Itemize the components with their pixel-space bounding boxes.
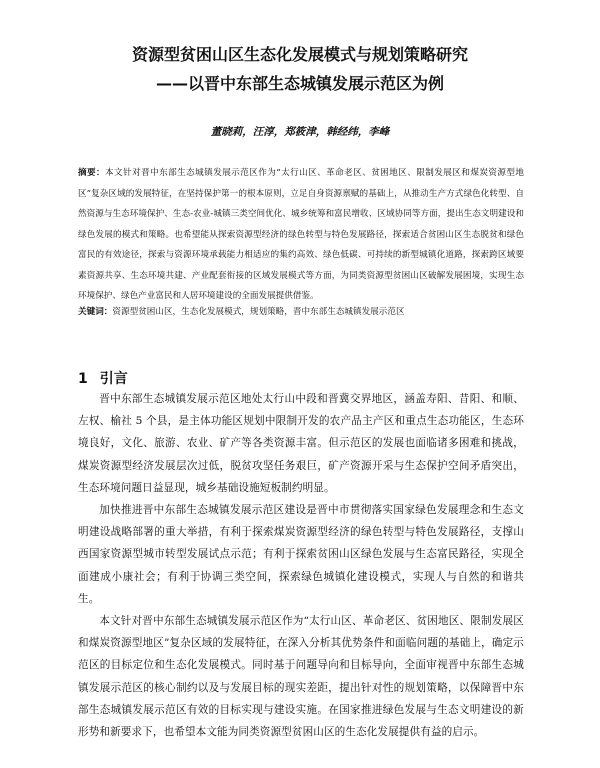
keywords-label: 关键词： — [78, 307, 113, 317]
author-list: 董晓莉，汪淳，郑筱津，韩经纬，李峰 — [210, 126, 390, 138]
body-paragraph: 加快推进晋中东部生态城镇发展示范区建设是晋中市贯彻落实国家绿色发展理念和生态文明建设战略部署的重大举措，有利于探索煤炭资源型经济的绿色转型与特色发展路径，支撑山西国家资源型城市转型发展试点示范；有利于探索贫困山区绿色发展与生态富民路径，实现全面建成小康社会；有利于协调三类空间，探索绿色城镇化建设模式，实现人与自然的和谐共生。 — [78, 504, 524, 605]
abstract-text: 本文针对晋中东部生态城镇发展示范区作为“太行山区、革命老区、贫困地区、限制发展区和煤炭资源型地区”复杂区域的发展特征，在坚持保护第一的根本原则，立足自身资源禀赋的基础上，从推动生产方式绿色化转型、自然资源与生态环境保护、生态-农业-城镇三类空间优化、城乡统筹和富民增收、区域协同等方面，提出生态文明建设和绿色发展的模式和策略。也希望能从探索资源型经济的绿色转型与特色发展路径，探索适合贫困山区生态脱贫和绿色富民的有效途径，探索与资源环境承载能力相适应的集约高效、绿色低碳、可持续的新型城镇化道路，探索跨区域要素资源共享、生态环境共建、产业配套衔接的区域发展模式等方面，为同类资源型贫困山区破解发展困境，实现生态环境保护、绿色产业富民和人居环境建设的全面发展提供借鉴。 — [78, 168, 524, 301]
abstract-label: 摘要： — [78, 168, 106, 178]
body-text — [78, 388, 524, 743]
body-paragraph: 本文针对晋中东部生态城镇发展示范区作为“太行山区、革命老区、贫困地区、限制发展区和煤炭资源型地区”复杂区域的发展特征，在深入分析其优势条件和面临问题的基础上，确定示范区的目标定位和生态化发展模式。同时基于问题导向和目标导向，全面审视晋中东部生态城镇发展示范区的核心制约以及与发展目标的现实差距，提出针对性的规划策略，以保障晋中东部生态城镇发展示范区有效的目标实现与建设实施。在国家推进绿色发展与生态文明建设的新形势和新要求下，也希望本文能为同类资源型贫困山区的生态化发展提供有益的启示。 — [78, 615, 524, 739]
keywords-block — [78, 303, 524, 321]
section-number: 1 — [78, 371, 88, 387]
body-paragraph: 晋中东部生态城镇发展示范区地处太行山中段和晋冀交界地区，涵盖寿阳、昔阳、和顺、左权、榆社 5 个县，是主体功能区规划中限制开发的农产品主产区和重点生态功能区，生态环境良好，文化、旅游、农业、矿产等各类资源丰富。但示范区的发展也面临诸多困难和挑战，煤炭资源型经济发展层次过低，脱贫攻坚任务艰巨，矿产资源开采与生态保护空间矛盾突出，生态环境问题日益显现，城乡基础设施短板制约明显。 — [78, 393, 524, 494]
section-title: 引言 — [99, 371, 128, 387]
abstract-block — [78, 163, 524, 307]
section-heading — [78, 368, 128, 388]
paper-subtitle: ——以晋中东部生态城镇发展示范区为例 — [155, 74, 444, 93]
keywords-text: 资源型贫困山区，生态化发展模式，规划策略，晋中东部生态城镇发展示范区 — [112, 307, 405, 317]
paper-title: 资源型贫困山区生态化发展模式与规划策略研究 — [131, 45, 468, 64]
